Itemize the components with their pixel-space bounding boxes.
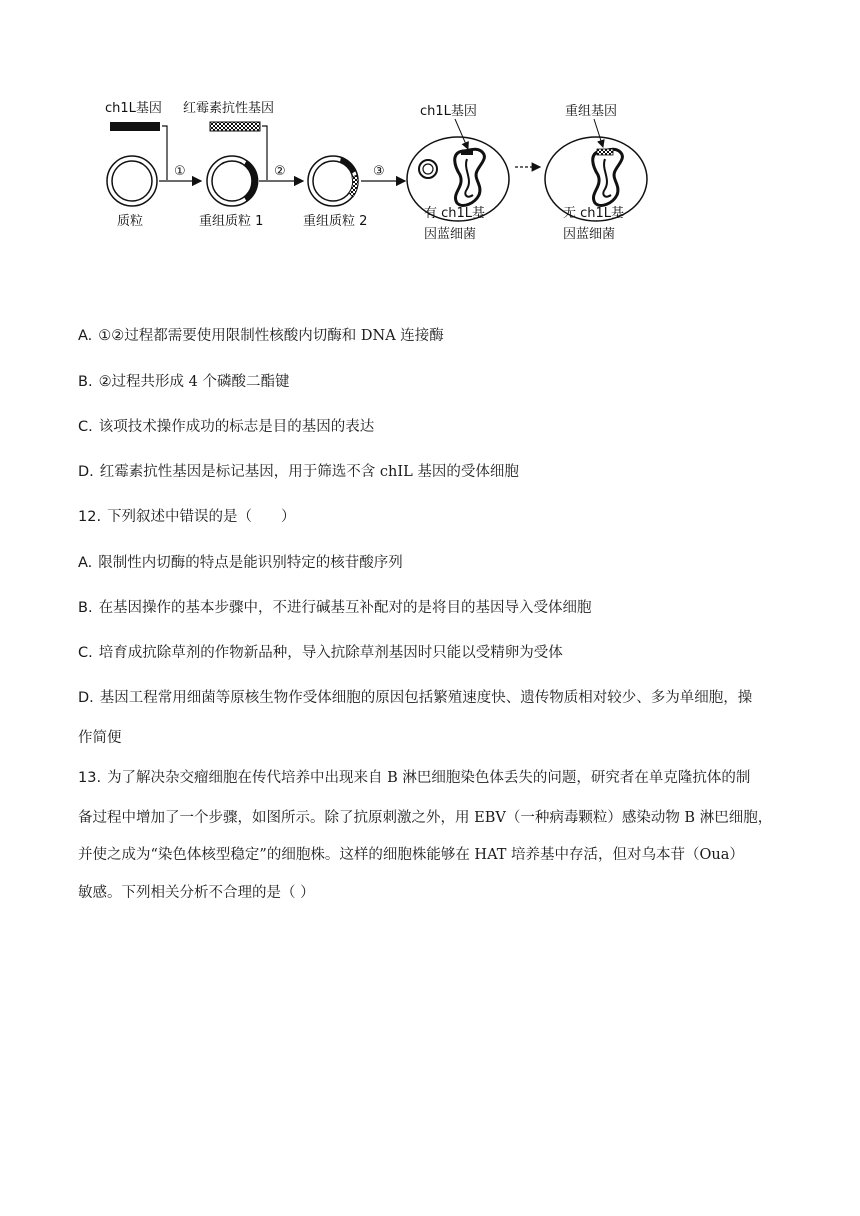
chlL-gene-block (110, 122, 160, 131)
option-label: B. (78, 600, 93, 616)
q12-option-d-continued (78, 728, 798, 748)
question-number: 12. (78, 509, 102, 525)
step2-label: ② (274, 164, 286, 179)
genetic-engineering-diagram (95, 95, 655, 255)
plasmid-inner-ring (112, 161, 152, 201)
option-text: 红霉素抗性基因是标记基因，用于筛选不含 chIL 基因的受体细胞 (99, 464, 519, 480)
option-text: 在基因操作的基本步骤中，不进行碱基互补配对的是将目的基因导入受体细胞 (98, 600, 592, 616)
option-text: 限制性内切酶的特点是能识别特定的核苷酸序列 (98, 555, 403, 571)
plasmid-label: 质粒 (117, 214, 144, 229)
q13-line-1 (78, 768, 798, 788)
q11-option-b (78, 372, 798, 392)
q12-option-a (78, 553, 798, 573)
q12-option-b (78, 598, 798, 618)
step3-label: ③ (373, 164, 385, 179)
question-text: 敏感。下列相关分析不合理的是（ ） (78, 885, 315, 901)
q13-line-4 (78, 883, 798, 903)
option-text: 基因工程常用细菌等原核生物作受体细胞的原因包括繁殖速度快、遗传物质相对较少、多为单细胞，操 (99, 690, 753, 706)
question-text: 备过程中增加了一个步骤，如图所示。除了抗原刺激之外，用 EBV（一种病毒颗粒）感染动物 B 淋巴细胞， (78, 810, 773, 826)
question-text: 下列叙述中错误的是（ ） (107, 509, 296, 525)
option-text: ②过程共形成 4 个磷酸二酯键 (98, 374, 290, 390)
cell2-bottom-label-1: 无 ch1L基 (563, 206, 625, 221)
gene-connector (162, 126, 167, 180)
option-text: ①②过程都需要使用限制性核酸内切酶和 DNA 连接酶 (98, 328, 444, 344)
cell2-top-label: 重组基因 (565, 104, 618, 119)
cell2-bottom-label-2: 因蓝细菌 (563, 227, 616, 242)
cell1-top-label: ch1L基因 (420, 104, 477, 119)
q11-option-c (78, 417, 798, 437)
gene-label: ch1L基因 (105, 101, 162, 116)
question-number: 13. (78, 770, 102, 786)
q13-line-2 (78, 808, 798, 828)
cell1-bottom-label-1: 有 ch1L基 (424, 206, 486, 221)
option-label: D. (78, 690, 94, 706)
erythromycin-resistance-gene-block (210, 122, 260, 131)
option-label: A. (78, 328, 93, 344)
cell1-bottom-label-2: 因蓝细菌 (424, 227, 477, 242)
option-text: 该项技术操作成功的标志是目的基因的表达 (98, 419, 375, 435)
q12-stem (78, 507, 798, 527)
step1-label: ① (174, 164, 186, 179)
option-label: A. (78, 555, 93, 571)
option-label: C. (78, 419, 93, 435)
recombinant1-inner (212, 161, 252, 201)
option-text-continued: 作简便 (78, 730, 122, 746)
recombinant2-label: 重组质粒 2 (303, 214, 368, 229)
q11-option-d (78, 462, 798, 482)
option-label: C. (78, 645, 93, 661)
q12-option-c (78, 643, 798, 663)
resist-label: 红霉素抗性基因 (183, 101, 275, 116)
question-text: 为了解决杂交瘤细胞在传代培养中出现来自 B 淋巴细胞染色体丢失的问题，研究者在单克隆抗体的制 (107, 770, 751, 786)
q11-option-a (78, 326, 798, 346)
option-label: B. (78, 374, 93, 390)
recombinant1-label: 重组质粒 1 (199, 214, 264, 229)
resist-connector (262, 126, 267, 180)
option-label: D. (78, 464, 94, 480)
question-text: 并使之成为“染色体核型稳定”的细胞株。这样的细胞株能够在 HAT 培养基中存活，但对乌本苷（Oua） (78, 847, 744, 863)
q13-line-3 (78, 845, 798, 865)
option-text: 培育成抗除草剂的作物新品种，导入抗除草剂基因时只能以受精卵为受体 (98, 645, 563, 661)
q12-option-d (78, 688, 798, 708)
